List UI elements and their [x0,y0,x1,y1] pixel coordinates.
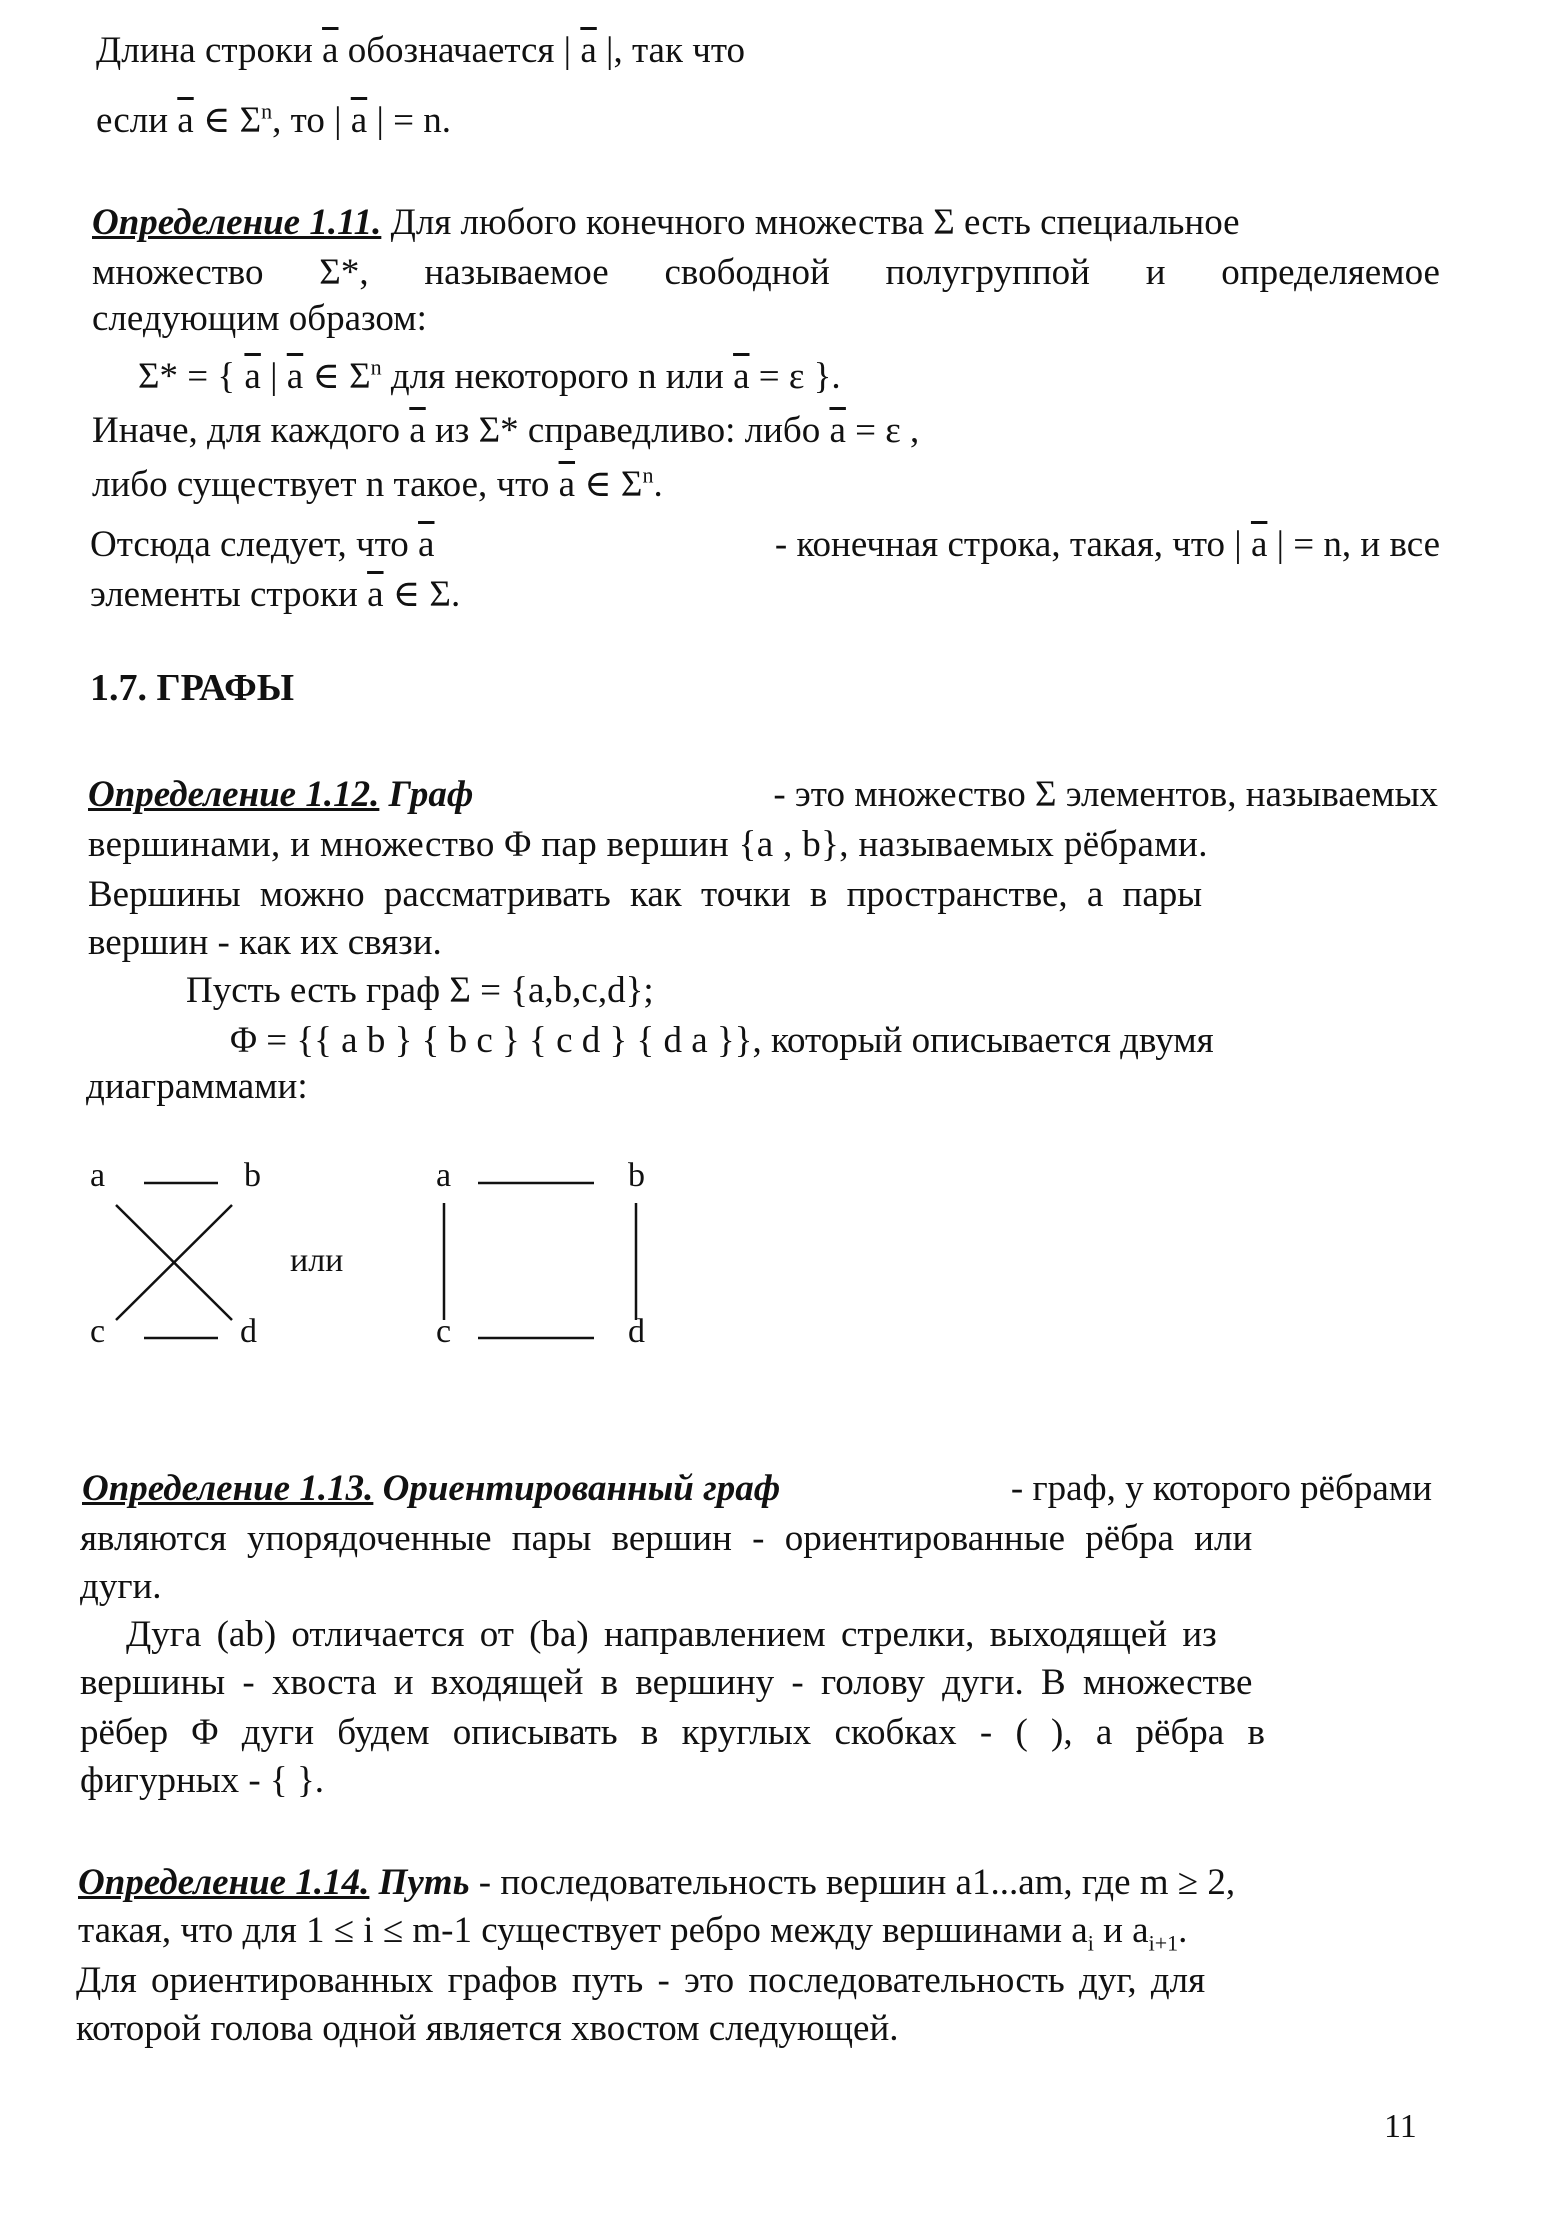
or-label: или [290,1242,344,1279]
text: ∈ Σ [575,464,643,505]
def11-line-5 [92,406,919,455]
vector-a: $\overline{a}$ [367,574,384,615]
word: и [1145,252,1166,293]
text: следующим образом: [92,298,427,339]
text: = ε }. [749,356,841,397]
definition-label: Определение 1.12. [88,774,380,815]
text: дуги. [80,1566,162,1607]
section-title: 1.7. ГРАФЫ [90,667,295,709]
text: вершины - хвоста и входящей в вершину - голову дуги. В множестве [80,1662,1253,1703]
text: из Σ* справедливо: либо [425,410,830,451]
word: называемое [424,252,609,293]
text: Σ* = { [138,356,245,397]
text: элементы строки [90,574,368,615]
vector-a: $\overline{a}$ [418,524,435,565]
text: | [260,356,287,397]
def13-para2-line-1 [126,1610,1217,1659]
vector-a: $\overline{a}$ [244,356,261,397]
superscript: n [261,98,273,124]
def12-line-2 [88,820,1208,869]
def12-line-7 [86,1062,308,1111]
text: Φ = {{ a b } { b c } { c d } { d a }}, который описывается двумя [230,1020,1214,1061]
text: которой голова одной является хвостом следующей. [76,2008,899,2049]
def12-line-5 [186,966,654,1015]
text: - это множество Σ элементов, называемых [764,774,1438,815]
subscript: i [1087,1930,1094,1956]
def12-line-3 [88,870,1202,919]
definition-term: Путь [378,1862,470,1903]
vector-a: $\overline{a}$ [322,30,339,71]
vector-a: $\overline{a}$ [829,410,846,451]
text: - граф, у которого рёбрами [1001,1468,1432,1509]
text: Отсюда следует, что [90,524,419,565]
text-group [766,520,1440,569]
def13-line-3 [80,1562,162,1611]
definition-term: Ориентированный граф [382,1468,781,1509]
vector-a: $\overline{a}$ [286,356,304,397]
text-group [82,1464,780,1513]
text: Дуга (ab) отличается от (ba) направлением стрелки, выходящей из [126,1614,1217,1655]
def13-para2-line-2 [80,1658,1252,1707]
def11-line-2 [92,248,1440,297]
text: если [96,100,178,141]
text: . [653,464,663,505]
intro-line-2 [96,96,451,145]
text: Для любого конечного множества Σ есть специальное [381,202,1240,243]
definition-label: Определение 1.11. [92,202,382,243]
def13-para2-line-4 [80,1756,324,1805]
vertex-label-d: d [240,1313,257,1350]
def11-line-8 [90,570,460,619]
text: | = n. [367,100,451,141]
text: ∈ Σ [303,356,371,397]
vector-a: $\overline{a}$ [350,100,368,141]
text: для некоторого n или [381,356,734,397]
definition-label: Определение 1.13. [82,1468,374,1509]
text: диаграммами: [86,1066,308,1107]
vector-a: $\overline{a}$ [409,410,426,451]
def12-line-4 [88,918,442,967]
text: вершин - как их связи. [88,922,442,963]
text-group [88,770,473,819]
text: , то | [272,100,351,141]
vertex-label-a: a [90,1157,106,1194]
diagram-crossed [116,1183,232,1338]
vector-a: $\overline{a}$ [558,464,576,505]
text: Пусть есть граф Σ = {a,b,c,d}; [186,970,654,1011]
def12-line-1 [88,770,1438,819]
def13-line-1 [82,1464,1432,1513]
def11-line-7 [90,520,1440,569]
text: | = n, и все [1267,524,1440,565]
word: свободной [664,252,830,293]
word: Σ*, [319,252,369,293]
def14-line-3 [76,1956,1205,2005]
def13-para2-line-3 [80,1708,1265,1757]
graph-diagrams [80,1150,780,1350]
text: обозначается | [338,30,581,71]
vector-a: $\overline{a}$ [1250,524,1268,565]
def14-line-4 [76,2004,899,2053]
def14-line-1 [78,1858,1235,1907]
text: и a [1093,1910,1149,1951]
vertex-label-b: b [628,1157,645,1194]
definition-term: Граф [388,774,474,815]
def11-line-6 [92,460,663,509]
vertex-label-c: c [90,1313,106,1350]
text: Для ориентированных графов путь - это последовательность дуг, для [76,1960,1206,2001]
page-number: 11 [1384,2108,1417,2145]
superscript: n [370,354,382,380]
vertex-label-b: b [244,1157,261,1194]
text: либо существует n такое, что [92,464,559,505]
word: полугруппой [885,252,1090,293]
text: ∈ Σ. [383,574,461,615]
vector-a: $\overline{a}$ [733,356,750,397]
text-group [90,520,434,569]
word: множество [92,252,264,293]
text: = ε , [845,410,920,451]
intro-line-1 [96,26,745,75]
subscript: i+1 [1148,1930,1179,1956]
text: такая, что для 1 ≤ i ≤ m-1 существует ребро между вершинами a [78,1910,1088,1951]
vector-a: $\overline{a}$ [580,30,597,71]
superscript: n [642,462,654,488]
text: - последовательность вершин a1...am, где m ≥ 2, [469,1862,1236,1903]
vertex-label-c: c [436,1313,452,1350]
vertex-label-a: a [436,1157,452,1194]
text: ∈ Σ [193,100,262,141]
vector-a: $\overline{a}$ [177,100,194,141]
def11-line-1 [92,198,1240,247]
text: Длина строки [96,30,323,71]
def14-line-2 [78,1906,1187,1955]
diagram-square [444,1183,636,1338]
vertex-label-d: d [628,1313,645,1350]
text: - конечная строка, такая, что | [765,524,1251,565]
def11-formula [138,352,841,401]
definition-label: Определение 1.14. [78,1862,370,1903]
text: фигурных - { }. [80,1760,324,1801]
def11-line-3 [92,294,427,343]
word: определяемое [1221,252,1440,293]
text: Вершины можно рассматривать как точки в пространстве, а пары [88,874,1203,915]
def12-line-6 [230,1016,1214,1065]
text: Иначе, для каждого [92,410,410,451]
text: рёбер Φ дуги будем описывать в круглых скобках - ( ), а рёбра в [80,1712,1265,1753]
text: вершинами, и множество Φ пар вершин {a , b}, называемых рёбрами. [88,824,1208,865]
text: |, так что [596,30,745,71]
def13-line-2 [80,1514,1252,1563]
text: являются упорядоченные пары вершин - ориентированные рёбра или [80,1518,1253,1559]
text: . [1178,1910,1188,1951]
